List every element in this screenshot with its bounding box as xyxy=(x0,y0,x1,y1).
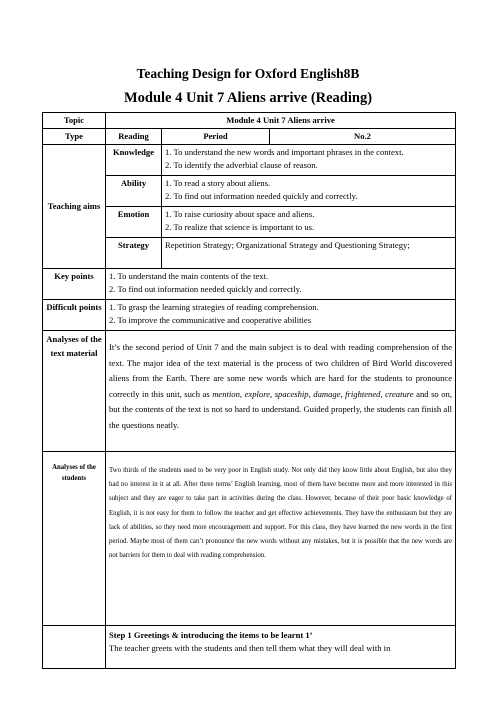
analysis-text-p1: It’s the second period of Unit 7 and the main subject is to deal with reading comprehension of the text. The major idea of the text material is the process of two children of Bird World discovered aliens from the Earth. There are some new words which are hard for the students to pronounce correctly in this unit, such as xyxy=(109,342,453,399)
teaching-aims-label: Teaching aims xyxy=(43,145,106,269)
key-points-label: Key points xyxy=(43,269,106,300)
key-point-item: 2. To find out information needed quickly and correctly. xyxy=(109,284,302,294)
step1-text: The teacher greets with the students and then tell them what they will deal with in xyxy=(109,643,391,653)
analysis-students-content: Two thirds of the students used to be very poor in English study. Not only did they know little about English, but also they had no interest in it at all. After three terms’ English learning, most of them have become more and more interested in this subject and they are eager to take part in activities during the class. However, because of their poor basic knowledge of English, it is not easy for them to follow the teacher and get effective achievements. They have the enthusiasm but they are lack of abilities, so they need more encouragement and support. For this class, they have learned the new words in the first period. Maybe most of them can’t pronounce the new words without any mistakes, but it is possible that the new words are not barriers for them to deal with reading comprehension. xyxy=(106,452,456,626)
aim-row-knowledge xyxy=(43,145,456,176)
period-value: No.2 xyxy=(270,129,456,145)
analysis-text-row xyxy=(43,331,456,452)
aim-content-knowledge xyxy=(162,145,456,176)
aim-content-ability xyxy=(162,176,456,207)
teaching-design-table xyxy=(42,112,456,669)
aim-item: 1. To raise curiosity about space and aliens. xyxy=(165,209,315,219)
analysis-text-content xyxy=(106,331,456,452)
difficult-point-item: 1. To grasp the learning strategies of reading comprehension. xyxy=(109,302,319,312)
difficult-point-item: 2. To improve the communicative and cooperative abilities xyxy=(109,315,312,325)
aim-label-strategy: Strategy xyxy=(106,238,162,269)
aim-item: 2. To realize that science is important to us. xyxy=(165,222,315,232)
difficult-points-content xyxy=(106,300,456,331)
type-label: Type xyxy=(43,129,106,145)
step-row xyxy=(43,626,456,669)
aim-label-emotion: Emotion xyxy=(106,207,162,238)
aim-item: 1. To understand the new words and important phrases in the context. xyxy=(165,147,404,157)
document-title: Teaching Design for Oxford English8B xyxy=(136,66,360,81)
aim-item: Repetition Strategy; Organizational Strategy and Questioning Strategy; xyxy=(165,240,410,250)
topic-row xyxy=(43,113,456,129)
analysis-text-p2: and so on, but the contents of the text is not so hard to understand. Guided properly, the students can finish all the questions neatly. xyxy=(109,388,453,430)
key-point-item: 1. To understand the main contents of the text. xyxy=(109,271,269,281)
analysis-students-row xyxy=(43,452,456,626)
difficult-points-row xyxy=(43,300,456,331)
key-points-content xyxy=(106,269,456,300)
document-subtitle: Module 4 Unit 7 Aliens arrive (Reading) xyxy=(123,90,373,106)
step-label-empty xyxy=(43,626,106,669)
analysis-text-label: Analyses of the text material xyxy=(43,331,106,452)
aim-content-emotion xyxy=(162,207,456,238)
aim-item: 2. To find out information needed quickly and correctly. xyxy=(165,191,358,201)
topic-value: Module 4 Unit 7 Aliens arrive xyxy=(106,113,456,129)
analysis-students-label: Analyses of the students xyxy=(43,452,106,626)
step-content xyxy=(106,626,456,669)
aim-item: 2. To identify the adverbial clause of reason. xyxy=(165,160,318,170)
aim-label-ability: Ability xyxy=(106,176,162,207)
difficult-points-label: Difficult points xyxy=(43,300,106,331)
aim-label-knowledge: Knowledge xyxy=(106,145,162,176)
step1-title: Step 1 Greetings & introducing the items to be learnt 1’ xyxy=(109,630,313,640)
topic-label: Topic xyxy=(43,113,106,129)
analysis-text-words: mention, explore, spaceship, damage, frightened, creature xyxy=(212,388,414,399)
aim-item: 1. To read a story about aliens. xyxy=(165,178,271,188)
aim-content-strategy xyxy=(162,238,456,269)
type-value: Reading xyxy=(106,129,162,145)
type-row xyxy=(43,129,456,145)
key-points-row xyxy=(43,269,456,300)
period-label: Period xyxy=(162,129,270,145)
